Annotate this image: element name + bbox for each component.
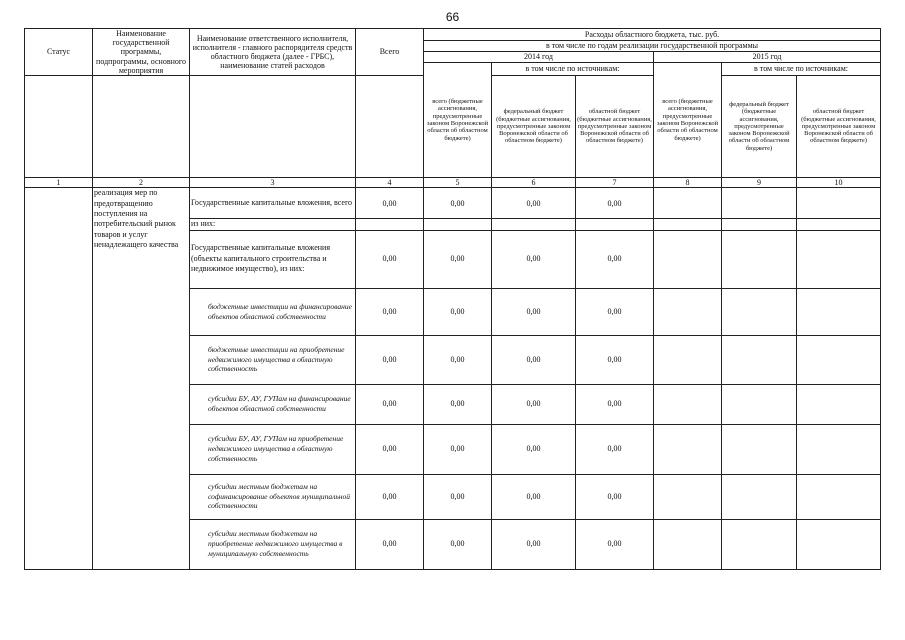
header-executor: Наименование ответственного исполнителя, исполнителя - главного распорядителя средств областного бюджета (далее - ГРБС), наименование статей расходов: [190, 29, 356, 76]
header-by-years: в том числе по годам реализации государственной программы: [424, 41, 881, 52]
table-row: [25, 188, 881, 219]
value-regional-2014: 0,00: [576, 230, 654, 288]
col-number: 3: [190, 177, 356, 187]
status-cell: [25, 188, 93, 569]
row-label: бюджетные инвестиции на финансирование объектов областной собственности: [190, 288, 356, 335]
value-federal-2014: 0,00: [492, 424, 576, 474]
value-total-2014: 0,00: [424, 335, 492, 384]
value-regional-2014: 0,00: [576, 335, 654, 384]
header-status: Статус: [25, 29, 93, 76]
value-total: 0,00: [356, 288, 424, 335]
row-label: субсидии БУ, АУ, ГУПам на финансирование объектов областной собственности: [190, 384, 356, 424]
row-label: субсидии местным бюджетам на приобретение недвижимого имущества в муниципальную собственность: [190, 519, 356, 569]
value-federal-2014: 0,00: [492, 474, 576, 519]
header-regional-2014: областной бюджет (бюджетные ассигнования, предусмотренные законом Воронежской области об областном бюджете): [576, 75, 654, 177]
col-number: 6: [492, 177, 576, 187]
col-number: 9: [722, 177, 797, 187]
header-regional-2015: областной бюджет (бюджетные ассигнования, предусмотренные законом Воронежской области об областном бюджете): [797, 75, 881, 177]
value-federal-2014: 0,00: [492, 335, 576, 384]
value-regional-2014: 0,00: [576, 288, 654, 335]
value-total-2014: 0,00: [424, 188, 492, 219]
value-total: 0,00: [356, 335, 424, 384]
row-label: субсидии БУ, АУ, ГУПам на приобретение недвижимого имущества в областную собственность: [190, 424, 356, 474]
row-label: Государственные капитальные вложения (объекты капитального строительства и недвижимое имущество), из них:: [190, 230, 356, 288]
budget-table: [24, 28, 881, 570]
header-federal-2015: федеральный бюджет (бюджетные ассигнования, предусмотренные законом Воронежской области об областном бюджете): [722, 75, 797, 177]
value-total: 0,00: [356, 519, 424, 569]
value-federal-2014: 0,00: [492, 188, 576, 219]
row-label: субсидии местным бюджетам на софинансирование объектов муниципальной собственности: [190, 474, 356, 519]
value-regional-2014: 0,00: [576, 474, 654, 519]
row-label: Государственные капитальные вложения, всего: [190, 188, 356, 219]
col-number: 4: [356, 177, 424, 187]
header-sources-2014: в том числе по источникам:: [492, 63, 654, 76]
value-total: 0,00: [356, 230, 424, 288]
col-number: 2: [93, 177, 190, 187]
value-federal-2014: 0,00: [492, 384, 576, 424]
value-regional-2014: 0,00: [576, 188, 654, 219]
page-number: 66: [445, 10, 460, 24]
value-federal-2014: 0,00: [492, 519, 576, 569]
value-total-2014: 0,00: [424, 288, 492, 335]
value-total-2014: 0,00: [424, 230, 492, 288]
value-regional-2014: 0,00: [576, 384, 654, 424]
header-program-name: Наименование государственной программы, подпрограммы, основного мероприятия: [93, 29, 190, 76]
header-expenses: Расходы областного бюджета, тыс. руб.: [424, 29, 881, 41]
header-year-2014: 2014 год: [424, 52, 654, 63]
header-total-2014: всего (бюджетные ассигнования, предусмотренные законом Воронежской области об областном бюджете): [424, 63, 492, 178]
header-total-2015: всего (бюджетные ассигнования, предусмотренные законом Воронежской области об областном бюджете): [654, 63, 722, 178]
col-number: 5: [424, 177, 492, 187]
col-number: 8: [654, 177, 722, 187]
header-total: Всего: [356, 29, 424, 76]
value-total: 0,00: [356, 424, 424, 474]
value-regional-2014: 0,00: [576, 519, 654, 569]
value-federal-2014: 0,00: [492, 288, 576, 335]
program-name-cell: реализация мер по предотвращению поступления на потребительский рынок товаров и услуг ненадлежащего качества: [93, 188, 190, 569]
value-total-2014: 0,00: [424, 384, 492, 424]
value-regional-2014: 0,00: [576, 424, 654, 474]
value-total: 0,00: [356, 384, 424, 424]
row-label: из них:: [190, 219, 356, 230]
header-federal-2014: федеральный бюджет (бюджетные ассигнования, предусмотренные законом Воронежской области об областном бюджете): [492, 75, 576, 177]
header-year-2015: 2015 год: [654, 52, 881, 63]
header-sources-2015: в том числе по источникам:: [722, 63, 881, 76]
value-total-2014: 0,00: [424, 474, 492, 519]
value-federal-2014: 0,00: [492, 230, 576, 288]
col-number: 10: [797, 177, 881, 187]
value-total: 0,00: [356, 188, 424, 219]
value-total-2014: 0,00: [424, 424, 492, 474]
col-number: 7: [576, 177, 654, 187]
row-label: бюджетные инвестиции на приобретение недвижимого имущества в областную собственность: [190, 335, 356, 384]
value-total: 0,00: [356, 474, 424, 519]
column-number-row: [25, 177, 881, 187]
col-number: 1: [25, 177, 93, 187]
value-total-2014: 0,00: [424, 519, 492, 569]
